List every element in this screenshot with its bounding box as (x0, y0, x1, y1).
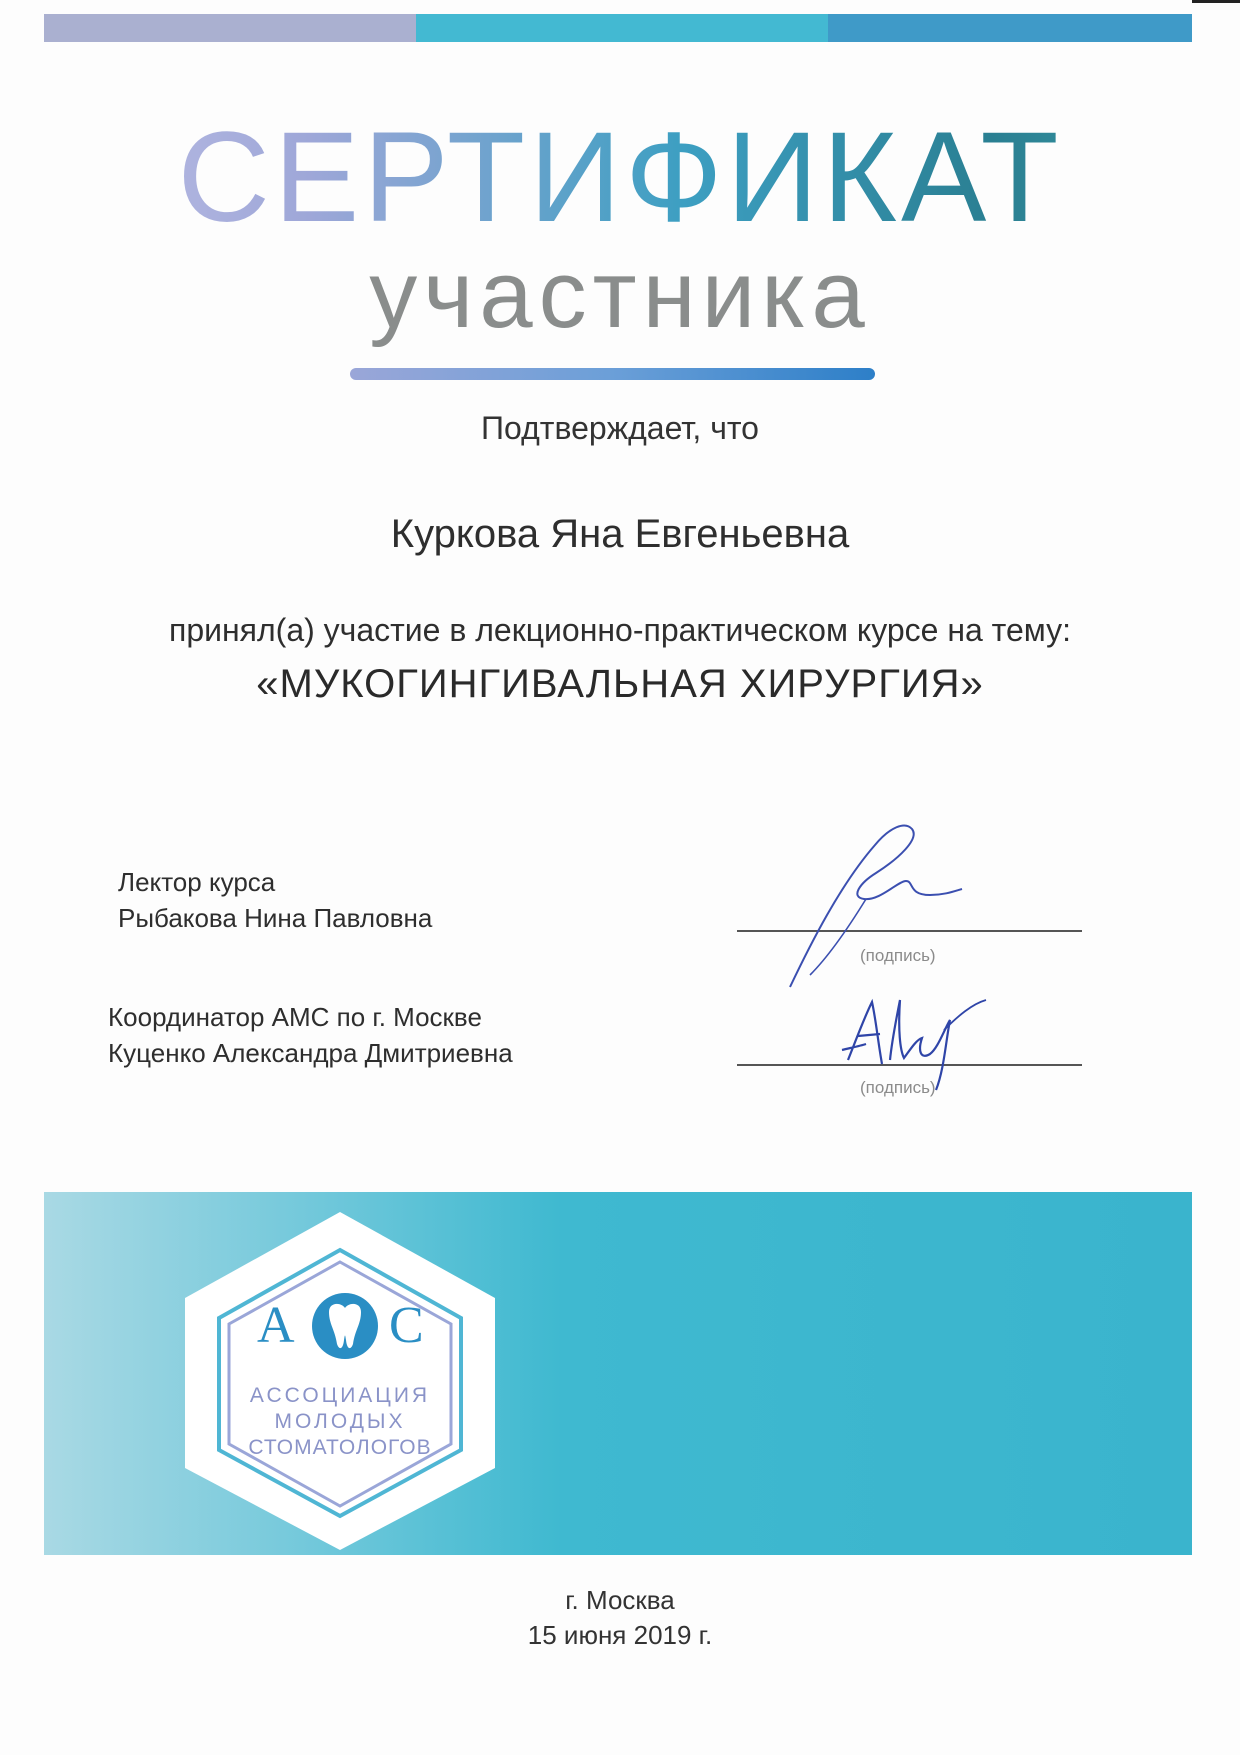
scan-corner-mark (1192, 0, 1240, 3)
footer-city: г. Москва (565, 1585, 675, 1615)
top-bar-right (828, 14, 1192, 42)
lector-role: Лектор курса (118, 867, 276, 897)
certificate-subtitle: участника (369, 241, 871, 348)
coordinator-signature (840, 990, 990, 1100)
course-intro-text: принял(а) участие в лекционно-практическом курсе на тему: (168, 612, 1072, 648)
footer-date: 15 июня 2019 г. (527, 1620, 713, 1650)
coordinator-name: Куценко Александра Дмитриевна (108, 1038, 513, 1068)
signature-caption-lector: (подпись) (860, 946, 936, 965)
certificate-title: СЕРТИФИКАТ (0, 108, 1240, 248)
top-bar-middle (416, 14, 828, 42)
lector-signature (780, 815, 970, 995)
hexagon-frame (155, 1210, 525, 1550)
lector-block (118, 864, 432, 936)
logo-text-line3: СТОМАТОЛОГОВ (248, 1436, 432, 1459)
coordinator-block (108, 999, 513, 1071)
lector-name: Рыбакова Нина Павловна (118, 903, 433, 933)
confirm-text: Подтверждает, что (481, 410, 759, 446)
logo-letter-c: С (389, 1297, 424, 1354)
logo-letter-a: А (257, 1297, 295, 1354)
logo-text-line1: АССОЦИАЦИЯ (249, 1384, 431, 1407)
logo-text-line2: МОЛОДЫХ (274, 1410, 406, 1433)
participant-name: Куркова Яна Евгеньевна (390, 512, 850, 556)
ams-logo (155, 1210, 525, 1550)
title-underline (350, 368, 875, 380)
signature-caption-coordinator: (подпись) (860, 1078, 936, 1097)
top-bar-left (44, 14, 416, 42)
coordinator-role: Координатор АМС по г. Москве (108, 1002, 482, 1032)
course-title: «МУКОГИНГИВАЛЬНАЯ ХИРУРГИЯ» (256, 662, 984, 706)
